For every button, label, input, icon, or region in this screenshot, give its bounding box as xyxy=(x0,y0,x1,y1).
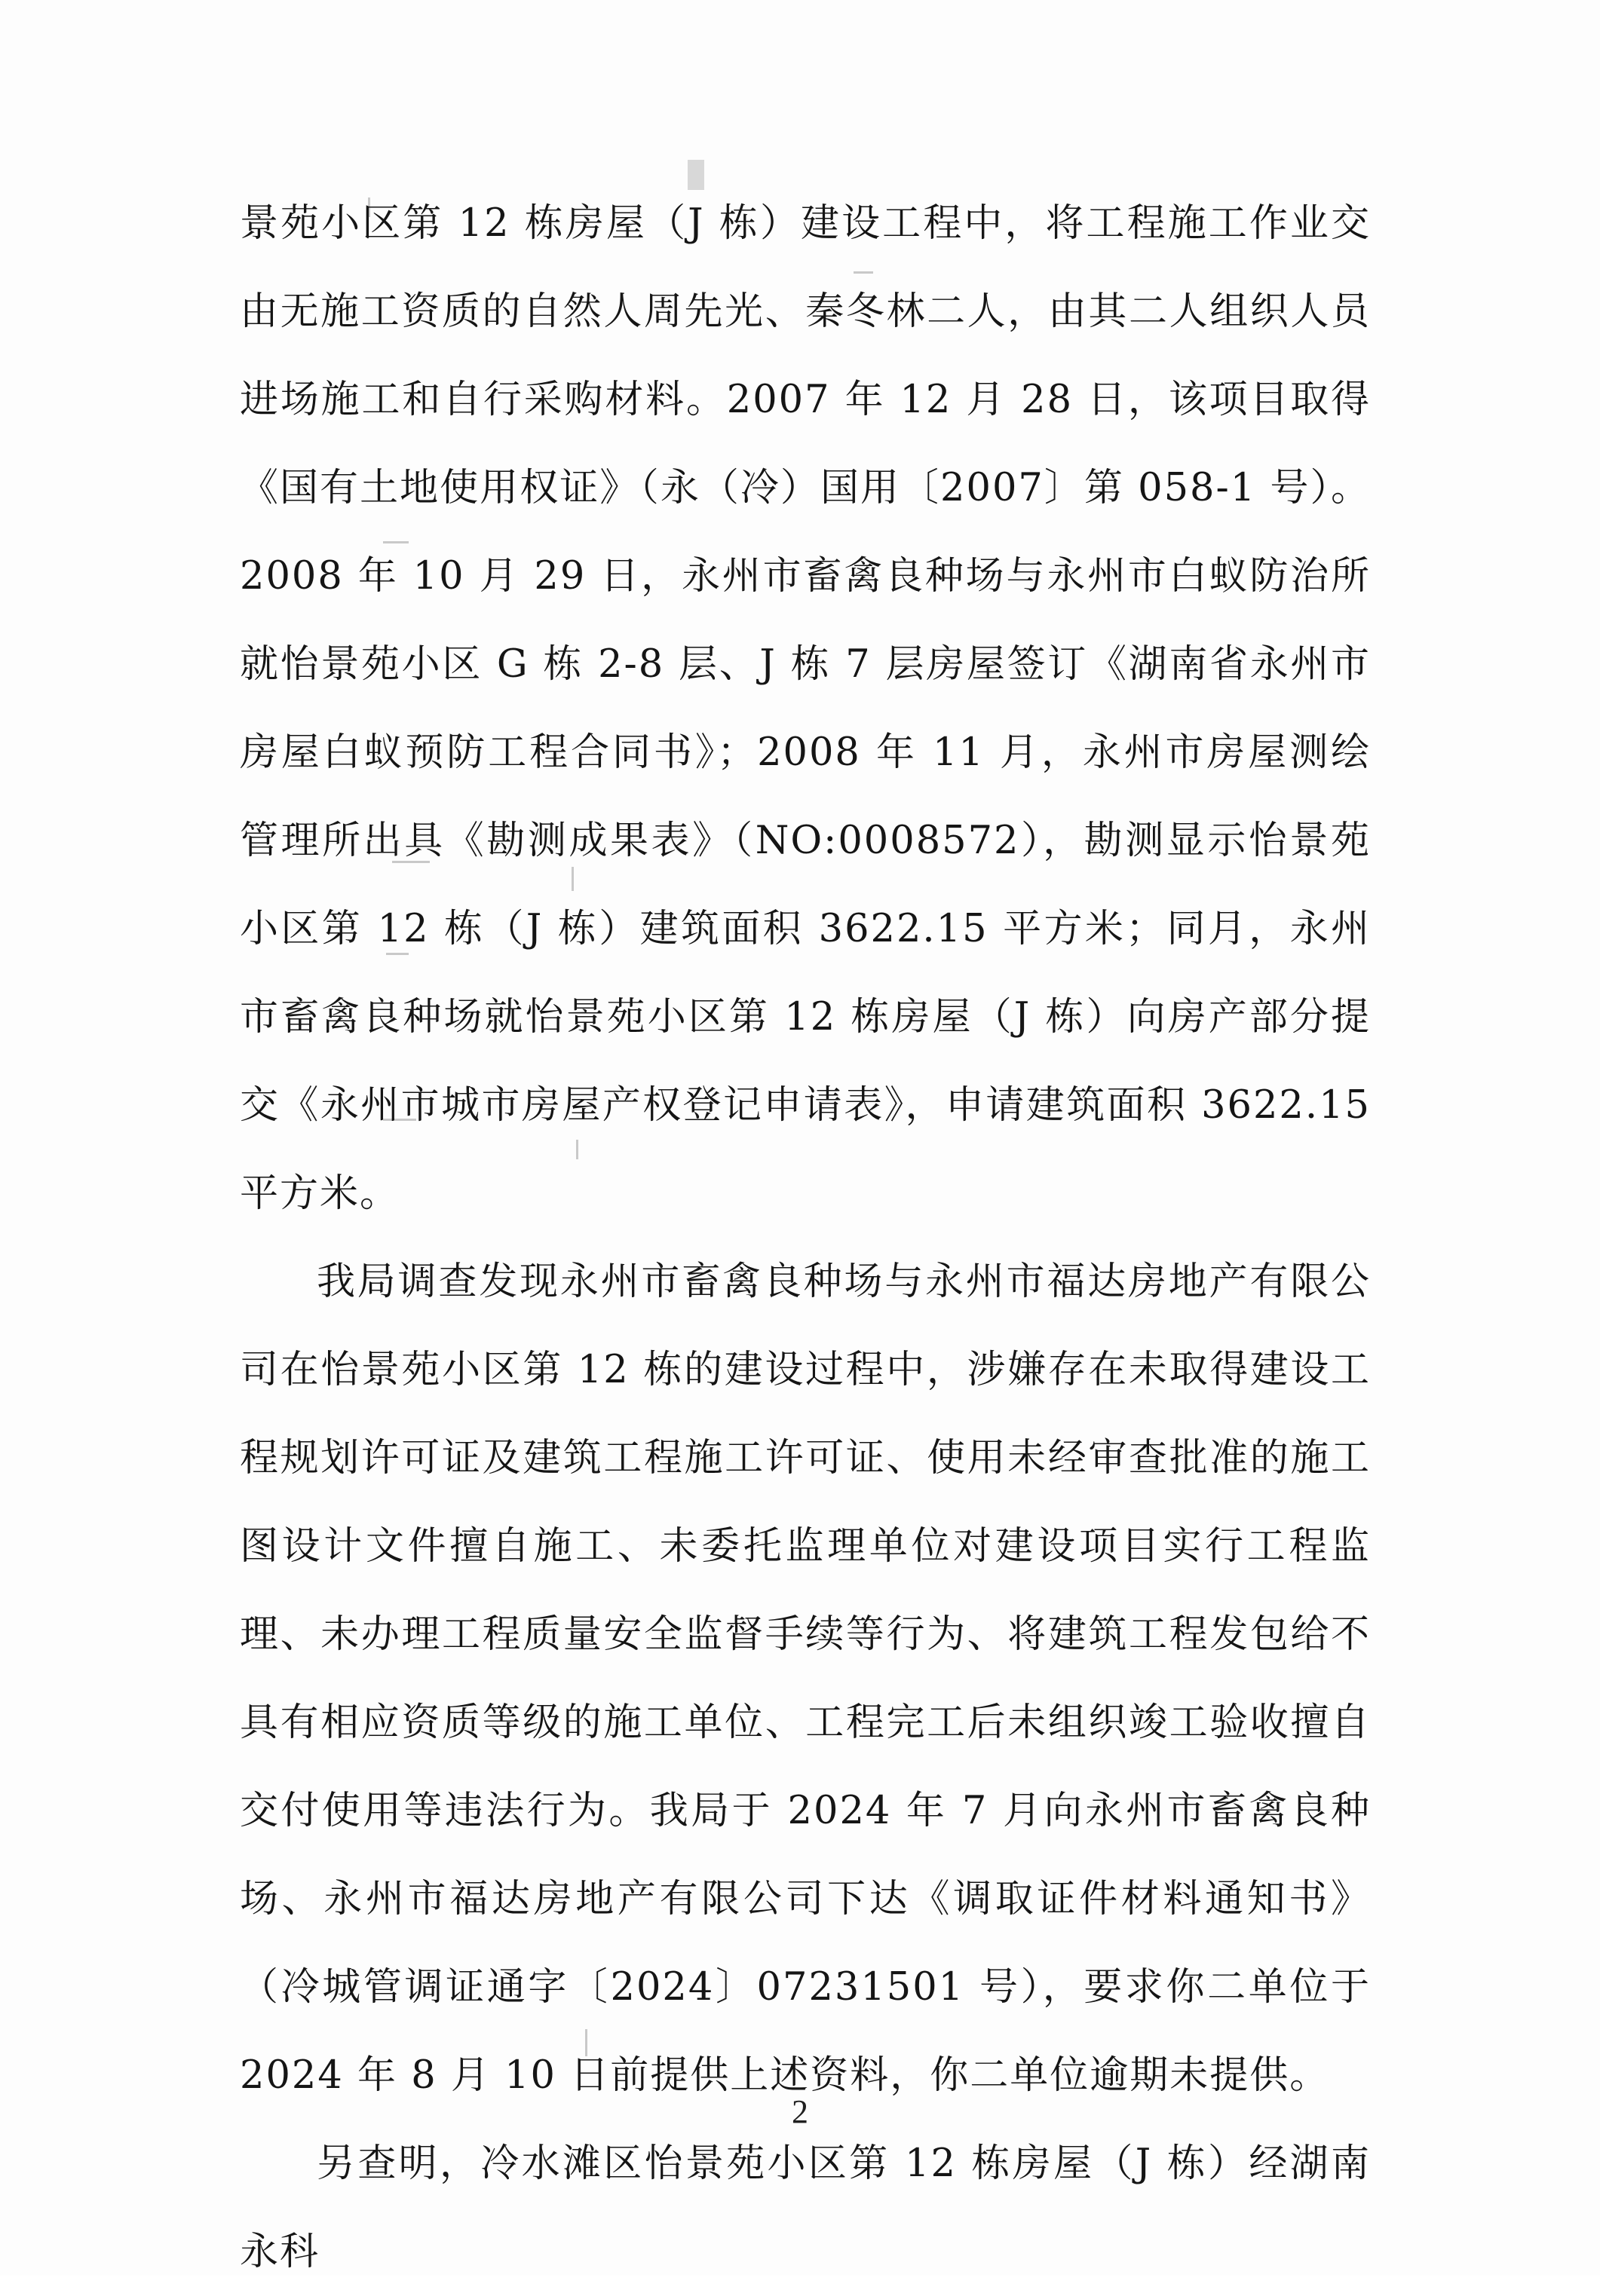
paragraph-1: 景苑小区第 12 栋房屋（J 栋）建设工程中，将工程施工作业交由无施工资质的自然人周先光、秦冬林二人，由其二人组织人员进场施工和自行采购材料。2007 年 12 月 28 日，该项目取得《国有土地使用权证》（永（冷）国用〔2007〕第 058-1 号）。2008 年 10 月 29 日，永州市畜禽良种场与永州市白蚁防治所就怡景苑小区 G 栋 2-8 层、J 栋 7 层房屋签订《湖南省永州市房屋白蚁预防工程合同书》；2008 年 11 月，永州市房屋测绘管理所出具《勘测成果表》（NO:0008572），勘测显示怡景苑小区第 12 栋（J 栋）建筑面积 3622.15 平方米；同月，永州市畜禽良种场就怡景苑小区第 12 栋房屋（J 栋）向房产部分提交《永州市城市房屋产权登记申请表》，申请建筑面积 3622.15 平方米。 xyxy=(240,201,1371,1216)
paragraph-2: 我局调查发现永州市畜禽良种场与永州市福达房地产有限公司在怡景苑小区第 12 栋的建设过程中，涉嫌存在未取得建设工程规划许可证及建筑工程施工许可证、使用未经审查批准的施工图设计文件擅自施工、未委托监理单位对建设项目实行工程监理、未办理工程质量安全监督手续等行为、将建筑工程发包给不具有相应资质等级的施工单位、工程完工后未组织竣工验收擅自交付使用等违法行为。我局于 2024 年 7 月向永州市畜禽良种场、永州市福达房地产有限公司下达《调取证件材料通知书》（冷城管调证通字〔2024〕07231501 号），要求你二单位于 2024 年 8 月 10 日前提供上述资料，你二单位逾期未提供。 xyxy=(240,1260,1371,2098)
body-text xyxy=(240,179,1371,2296)
paragraph-3: 另查明，冷水滩区怡景苑小区第 12 栋房屋（J 栋）经湖南永科 xyxy=(240,2141,1371,2274)
page-number: 2 xyxy=(792,2093,808,2130)
